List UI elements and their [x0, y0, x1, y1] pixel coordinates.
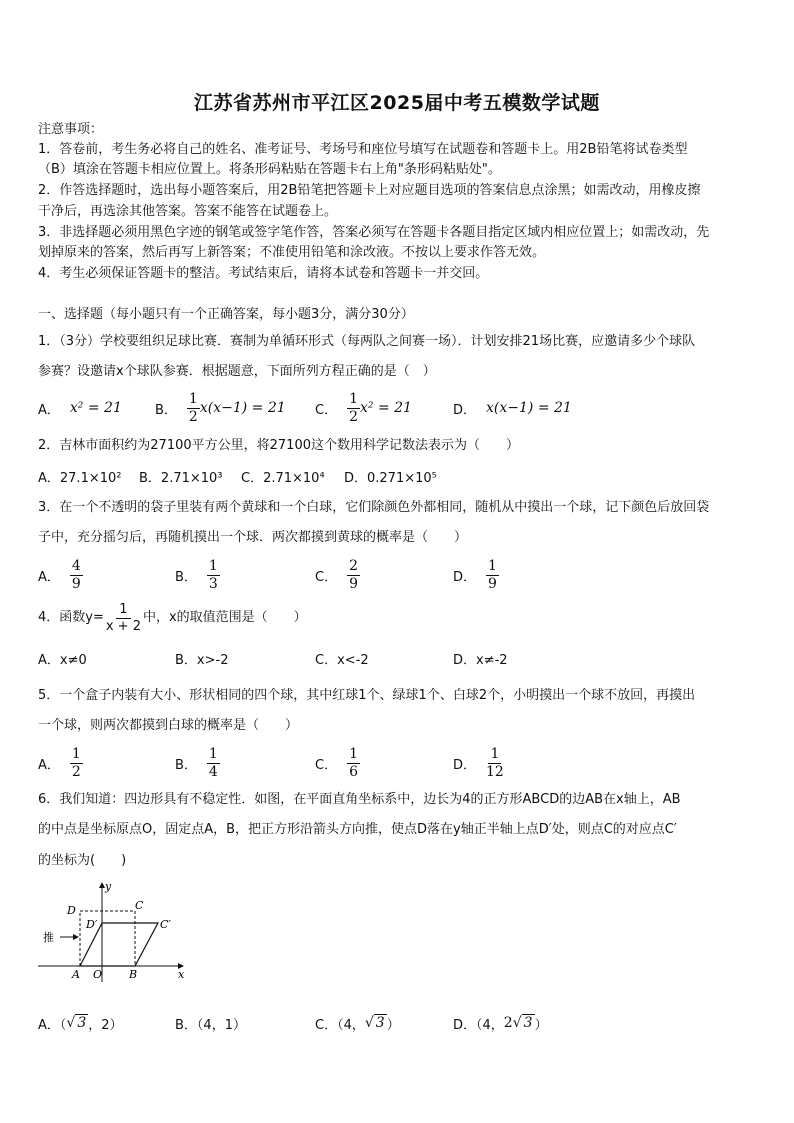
option-b: B．（4，1）	[175, 1017, 246, 1033]
question-2-text: 2．吉林市面积约为27100平方公里，将27100这个数用科学记数法表示为（ ）	[38, 438, 519, 453]
label-x: x	[178, 968, 185, 981]
label-b: B	[129, 968, 138, 981]
notice-item-3: 3．非选择题必须用黑色字迹的钢笔或签字笔作答，答案必须写在答题卡各题目指定区域内相应位置上；如需改动，先	[38, 225, 710, 240]
option-a: A． x² = 21	[38, 400, 122, 418]
label-o: O	[93, 968, 103, 981]
question-6-text: 6．我们知道：四边形具有不稳定性．如图，在平面直角坐标系中，边长为4的正方形ABCD的边AB在x轴上，AB	[38, 792, 681, 807]
option-a: A．x≠0	[38, 652, 87, 668]
option-d: D． $\frac{1}{12}$	[453, 745, 504, 780]
label-d-prime: D′	[86, 918, 98, 931]
option-d: D．0.271×10⁵	[344, 470, 437, 486]
question-5-text-cont: 一个球，则两次都摸到白球的概率是（ ）	[38, 718, 299, 733]
option-c: C． $\frac{1}{2}$ x² = 21	[315, 390, 412, 425]
option-c: C． $\frac{2}{9}$	[315, 557, 358, 592]
notice-item-1: 1．答卷前，考生务必将自己的姓名、准考证号、考场号和座位号填写在试题卷和答题卡上。用2B铅笔将试卷类型	[38, 142, 688, 157]
label-c: C	[135, 899, 144, 912]
question-1-options	[38, 388, 760, 428]
question-6-text-cont: 的中点是坐标原点O，固定点A，B，把正方形沿箭头方向推，使点D落在y轴正半轴上点D′处，则点C的对应点C′	[38, 822, 677, 837]
notice-item-3-cont: 划掉原来的答案，然后再写上新答案；不准使用铅笔和涂改液。不按以上要求作答无效。	[38, 245, 546, 260]
question-4-options	[38, 638, 760, 678]
question-6-text-end: 的坐标为( )	[38, 853, 127, 868]
question-6-figure	[38, 878, 188, 983]
option-d: D．x≠-2	[453, 652, 508, 668]
option-b: B． $\frac{1}{2}$ x(x−1) = 21	[155, 390, 286, 425]
question-3-text-cont: 子中，充分摇匀后，再随机摸出一个球．两次都摸到黄球的概率是（ ）	[38, 530, 468, 545]
option-c: C．（4， √ 3 ）	[315, 1015, 400, 1033]
option-c: C． $\frac{1}{6}$	[315, 745, 358, 780]
option-d: D． x(x−1) = 21	[453, 400, 572, 418]
section-heading: 一、选择题（每小题只有一个正确答案，每小题3分，满分30分）	[38, 307, 414, 322]
notice-item-4: 4．考生必须保证答题卡的整洁。考试结束后，请将本试卷和答题卡一并交回。	[38, 266, 489, 281]
option-d: D．（4， 2√ 3 ）	[453, 1015, 548, 1033]
notice-heading: 注意事项：	[38, 122, 104, 137]
question-1-text: 1．（3分）学校要组织足球比赛．赛制为单循环形式（每两队之间赛一场）．计划安排21场比赛，应邀请多少个球队	[38, 334, 696, 349]
question-4-text: 4．函数y= $\frac{1}{x + 2}$ 中，x的取值范围是（ ）	[38, 601, 307, 634]
label-d: D	[67, 904, 76, 917]
option-c: C．x<-2	[315, 652, 369, 668]
label-a: A	[72, 968, 80, 981]
option-a: A． $\frac{1}{2}$	[38, 745, 81, 780]
option-a: A．（ √ 3 ，2）	[38, 1015, 123, 1033]
question-6-options	[38, 1003, 760, 1043]
question-2-options	[38, 456, 760, 496]
notice-item-2: 2．作答选择题时，选出每小题答案后，用2B铅笔把答题卡上对应题目选项的答案信息点涂黑；如需改动，用橡皮擦	[38, 183, 701, 198]
option-b: B． $\frac{1}{4}$	[175, 745, 218, 780]
option-a: A． $\frac{4}{9}$	[38, 557, 81, 592]
question-1-text-cont: 参赛？设邀请x个球队参赛．根据题意，下面所列方程正确的是（ ）	[38, 364, 436, 379]
question-5-text: 5．一个盒子内装有大小、形状相同的四个球，其中红球1个、绿球1个、白球2个，小明摸出一个球不放回，再摸出	[38, 688, 696, 703]
option-d: D． $\frac{1}{9}$	[453, 557, 497, 592]
exam-title: 江苏省苏州市平江区2025届中考五模数学试题	[194, 92, 600, 114]
question-3-options	[38, 555, 760, 595]
option-a: A．27.1×10²	[38, 470, 122, 486]
notice-item-2-cont: 干净后，再选涂其他答案。答案不能答在试题卷上。	[38, 204, 338, 219]
label-c-prime: C′	[160, 918, 171, 931]
option-c: C．2.71×10⁴	[241, 470, 325, 486]
label-y: y	[105, 880, 112, 893]
question-5-options	[38, 743, 760, 783]
notice-item-1-cont: （B）填涂在答题卡相应位置上。将条形码粘贴在答题卡右上角"条形码粘贴处"。	[38, 162, 501, 177]
question-3-text: 3．在一个不透明的袋子里装有两个黄球和一个白球，它们除颜色外都相同，随机从中摸出一个球，记下颜色后放回袋	[38, 500, 710, 515]
option-b: B．x>-2	[175, 652, 229, 668]
label-push: 推	[43, 931, 54, 944]
option-b: B． $\frac{1}{3}$	[175, 557, 218, 592]
option-b: B．2.71×10³	[139, 470, 223, 486]
